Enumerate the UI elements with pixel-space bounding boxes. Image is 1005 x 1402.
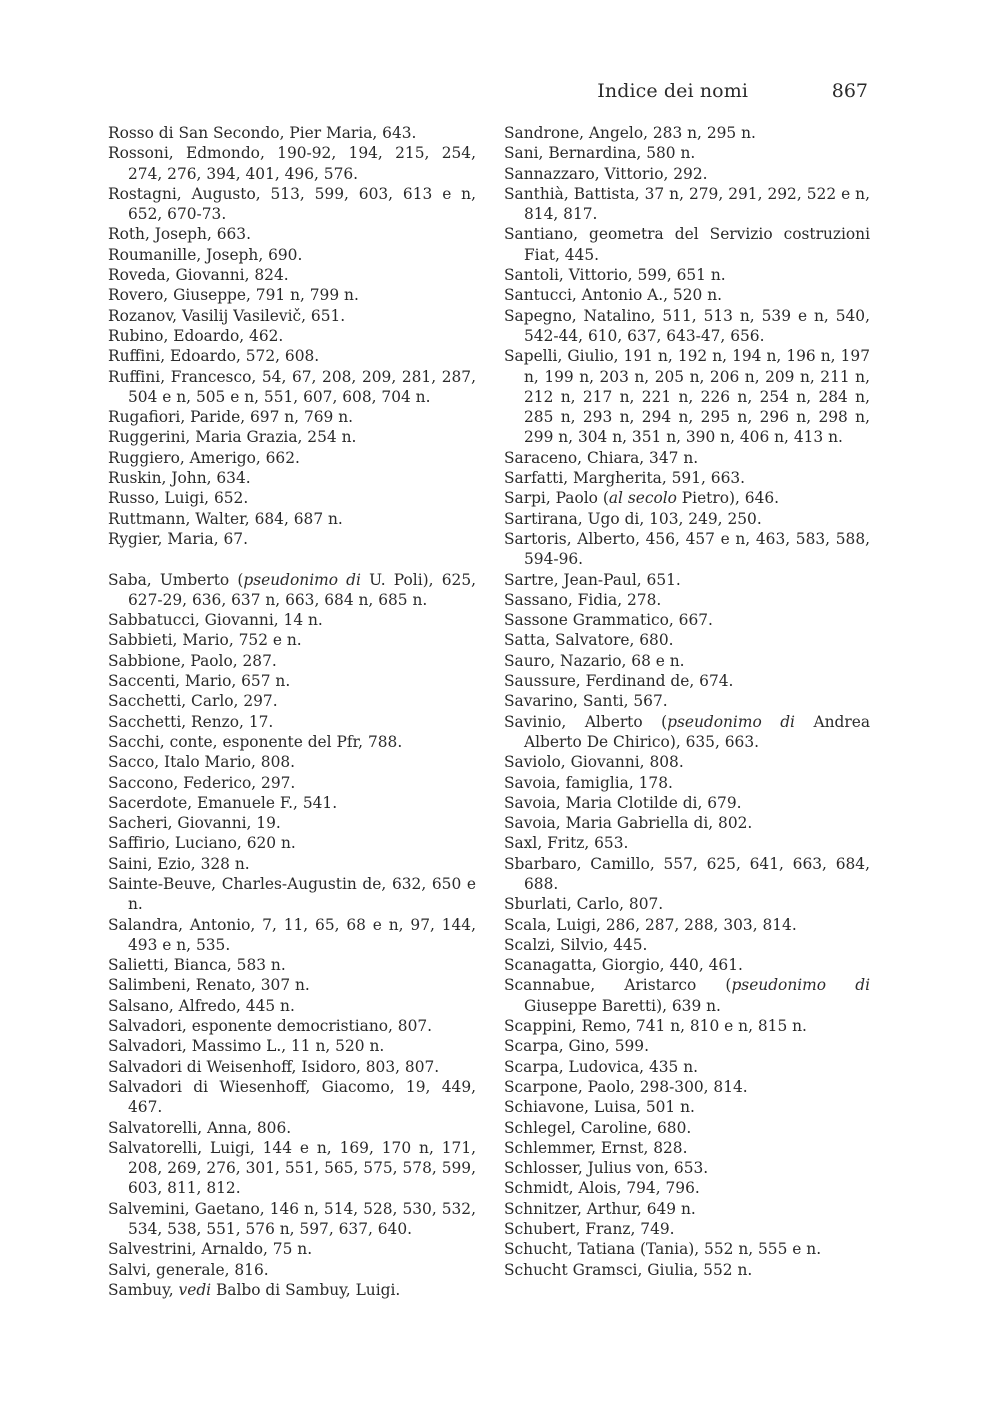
entry-text: Rovero, Giuseppe, 791 n, 799 n. [108, 286, 359, 305]
running-title: Indice dei nomi [597, 80, 748, 102]
entry-text: Scarpone, Paolo, 298-300, 814. [504, 1077, 748, 1096]
running-head [100, 80, 868, 106]
entry-text: Salimbeni, Renato, 307 n. [108, 976, 310, 995]
entry-text: Ruffini, Edoardo, 572, 608. [108, 347, 320, 366]
entry-text: Schlosser, Julius von, 653. [504, 1159, 709, 1178]
index-entry [504, 833, 870, 853]
index-entry [108, 773, 476, 793]
index-entry [108, 1118, 476, 1138]
entry-text: Sassano, Fidia, 278. [504, 590, 662, 609]
index-entry [108, 1199, 476, 1240]
index-entry [504, 529, 870, 570]
index-entry [504, 651, 870, 671]
entry-text: Russo, Luigi, 652. [108, 489, 249, 508]
entry-text: Savarino, Santi, 567. [504, 692, 668, 711]
index-entry [504, 123, 870, 143]
index-entry [108, 732, 476, 752]
entry-italic-note: pseudonimo di [243, 570, 361, 589]
index-entry [108, 367, 476, 408]
entry-text: Rostagni, Augusto, 513, 599, 603, 613 e n, 652, 670-73. [108, 184, 476, 224]
index-entry [108, 691, 476, 711]
entry-text: Saccono, Federico, 297. [108, 773, 296, 792]
entry-text: Sannazzaro, Vittorio, 292. [504, 164, 708, 183]
index-entry [504, 793, 870, 813]
entry-text: Scanagatta, Giorgio, 440, 461. [504, 956, 743, 975]
entry-text: Salvatorelli, Luigi, 144 e n, 169, 170 n, 171, 208, 269, 276, 301, 551, 565, 575, 578, 599, 603, 811, 812. [108, 1138, 476, 1198]
index-entry [108, 1016, 476, 1036]
entry-text: Sartre, Jean-Paul, 651. [504, 570, 681, 589]
index-entry [108, 326, 476, 346]
entry-text: Sarpi, Paolo ( [504, 489, 609, 508]
entry-text: Sandrone, Angelo, 283 n, 295 n. [504, 124, 756, 142]
entry-text: Schnitzer, Arthur, 649 n. [504, 1199, 696, 1218]
entry-text: Sarfatti, Margherita, 591, 663. [504, 469, 746, 488]
entry-text: Salvadori di Wiesenhoff, Giacomo, 19, 449, 467. [108, 1077, 476, 1117]
index-entry [108, 651, 476, 671]
index-entry [504, 610, 870, 630]
index-entry [504, 1057, 870, 1077]
index-entry [108, 123, 476, 143]
entry-text: Scannabue, Aristarco ( [504, 976, 732, 995]
index-entry [504, 854, 870, 895]
entry-text: Scalzi, Silvio, 445. [504, 935, 648, 954]
index-entry [504, 1260, 870, 1280]
entry-text: Saccenti, Mario, 657 n. [108, 672, 291, 691]
entry-text: Sacerdote, Emanuele F., 541. [108, 793, 338, 812]
entry-text: Sacco, Italo Mario, 808. [108, 753, 296, 772]
index-entry [108, 488, 476, 508]
index-entry [108, 793, 476, 813]
entry-text: Schlegel, Caroline, 680. [504, 1118, 692, 1137]
index-entry [108, 833, 476, 853]
entry-text: Santiano, geometra del Servizio costruzioni Fiat, 445. [504, 225, 870, 264]
entry-text: Schmidt, Alois, 794, 796. [504, 1179, 700, 1198]
index-entry [108, 630, 476, 650]
index-entry [504, 143, 870, 163]
entry-text: Sacchetti, Carlo, 297. [108, 692, 278, 711]
index-entry [504, 1138, 870, 1158]
index-entry [504, 955, 870, 975]
entry-text: Saussure, Ferdinand de, 674. [504, 672, 734, 691]
index-entry [108, 1239, 476, 1259]
index-entry [108, 346, 476, 366]
entry-italic-note: pseudonimo di [667, 712, 795, 731]
index-entry [504, 630, 870, 650]
entry-text: Roveda, Giovanni, 824. [108, 266, 289, 285]
entry-text: Sabbieti, Mario, 752 e n. [108, 631, 302, 650]
entry-text: Sambuy, [108, 1280, 179, 1299]
index-entry [504, 1036, 870, 1056]
entry-text: Savinio, Alberto ( [504, 712, 668, 731]
entry-text: Saba, Umberto ( [108, 570, 244, 589]
entry-text: Rozanov, Vasilij Vasilevič, 651. [108, 306, 346, 325]
section-gap [108, 549, 476, 569]
index-entry [504, 1077, 870, 1097]
index-entry [504, 1199, 870, 1219]
entry-text: Rosso di San Secondo, Pier Maria, 643. [108, 124, 417, 142]
index-entry [108, 509, 476, 529]
index-entry [108, 610, 476, 630]
entry-text: Salvestrini, Arnaldo, 75 n. [108, 1240, 313, 1259]
index-entry [108, 996, 476, 1016]
index-entry [504, 1158, 870, 1178]
entry-text: Sartoris, Alberto, 456, 457 e n, 463, 583, 588, 594-96. [504, 529, 870, 569]
index-entry [504, 184, 870, 225]
entry-text: Roumanille, Joseph, 690. [108, 245, 303, 264]
index-entry [108, 143, 476, 184]
entry-italic-note: al secolo [608, 489, 677, 508]
index-entry [108, 752, 476, 772]
entry-text: Savoia, Maria Gabriella di, 802. [504, 814, 753, 833]
entry-text: Rugafiori, Paride, 697 n, 769 n. [108, 408, 354, 427]
index-entry [108, 874, 476, 915]
entry-text: Schiavone, Luisa, 501 n. [504, 1098, 695, 1117]
entry-text: Ruffini, Francesco, 54, 67, 208, 209, 281, 287, 504 e n, 505 e n, 551, 607, 608, 704 n. [108, 367, 476, 406]
entry-text: Rossoni, Edmondo, 190-92, 194, 215, 254, 274, 276, 394, 401, 496, 576. [108, 144, 476, 183]
entry-text: Sartirana, Ugo di, 103, 249, 250. [504, 509, 762, 528]
entry-text: Salvatorelli, Anna, 806. [108, 1118, 292, 1137]
entry-text: Saffirio, Luciano, 620 n. [108, 834, 296, 853]
entry-text: Salsano, Alfredo, 445 n. [108, 996, 295, 1015]
index-entry [108, 570, 476, 611]
entry-text: Sbarbaro, Camillo, 557, 625, 641, 663, 684, 688. [504, 854, 870, 893]
entry-text: Sacchetti, Renzo, 17. [108, 712, 274, 731]
index-entry [504, 285, 870, 305]
entry-text: U. Poli), 625, 627-29, 636, 637 n, 663, 684 n, 685 n. [128, 570, 477, 609]
index-entry [504, 773, 870, 793]
index-entry [108, 1260, 476, 1280]
index-entry [504, 1239, 870, 1259]
entry-text: Santhià, Battista, 37 n, 279, 291, 292, 522 e n, 814, 817. [504, 184, 870, 224]
index-entry [504, 975, 870, 1016]
index-entry [504, 164, 870, 184]
entry-text: Andrea Alberto De Chirico), 635, 663. [524, 712, 870, 751]
entry-text: Rygier, Maria, 67. [108, 529, 248, 548]
index-entry [504, 1016, 870, 1036]
entry-text: Roth, Joseph, 663. [108, 225, 251, 244]
index-entry [108, 265, 476, 285]
index-entry [504, 448, 870, 468]
entry-italic-note: pseudonimo di [731, 976, 871, 995]
index-entry [108, 468, 476, 488]
entry-text: Ruggiero, Amerigo, 662. [108, 448, 300, 467]
entry-text: Salvemini, Gaetano, 146 n, 514, 528, 530, 532, 534, 538, 551, 576 n, 597, 637, 640. [108, 1199, 476, 1239]
entry-text: Ruskin, John, 634. [108, 469, 251, 488]
entry-text: Sainte-Beuve, Charles-Augustin de, 632, 650 e n. [108, 874, 476, 914]
index-entry [504, 306, 870, 347]
entry-text: Sabbione, Paolo, 287. [108, 651, 277, 670]
entry-text: Saviolo, Giovanni, 808. [504, 753, 684, 772]
index-entry [108, 407, 476, 427]
index-entry [504, 590, 870, 610]
index-entry [504, 1219, 870, 1239]
index-entry [108, 285, 476, 305]
entry-text: Ruttmann, Walter, 684, 687 n. [108, 509, 343, 528]
entry-text: Sauro, Nazario, 68 e n. [504, 651, 685, 670]
index-entry [108, 854, 476, 874]
entry-text: Scala, Luigi, 286, 287, 288, 303, 814. [504, 915, 797, 934]
index-entry [504, 712, 870, 753]
entry-text: Scappini, Remo, 741 n, 810 e n, 815 n. [504, 1017, 807, 1036]
entry-text: Rubino, Edoardo, 462. [108, 326, 284, 345]
index-entry [108, 955, 476, 975]
entry-text: Pietro), 646. [676, 489, 780, 508]
index-entry [108, 975, 476, 995]
index-entry [108, 1057, 476, 1077]
index-entry [504, 935, 870, 955]
index-entry [108, 712, 476, 732]
index-entry [108, 224, 476, 244]
index-entry [108, 529, 476, 549]
index-entry [504, 813, 870, 833]
entry-text: Schucht, Tatiana (Tania), 552 n, 555 e n. [504, 1240, 822, 1259]
index-entry [108, 915, 476, 956]
entry-text: Sacheri, Giovanni, 19. [108, 814, 281, 833]
entry-text: Sapelli, Giulio, 191 n, 192 n, 194 n, 196 n, 197 n, 199 n, 203 n, 205 n, 206 n, 209 n, 211 n, 212 n, 217 n, 221 n, 226 n, 254 n, 284 n, 285 n, 293 n, 294 n, 295 n, 296 n, 298 n, 299 n, 304 n, 351 n, 390 n, 406 n, 413 n. [504, 347, 870, 447]
entry-text: Balbo di Sambuy, Luigi. [211, 1280, 401, 1299]
index-column-right [504, 123, 870, 1280]
entry-text: Saraceno, Chiara, 347 n. [504, 448, 699, 467]
entry-text: Sani, Bernardina, 580 n. [504, 144, 696, 163]
entry-text: Santucci, Antonio A., 520 n. [504, 286, 723, 305]
entry-text: Sacchi, conte, esponente del Pfr, 788. [108, 732, 403, 751]
index-entry [108, 671, 476, 691]
entry-text: Salietti, Bianca, 583 n. [108, 956, 286, 975]
index-entry [504, 488, 870, 508]
entry-text: Sapegno, Natalino, 511, 513 n, 539 e n, 540, 542-44, 610, 637, 643-47, 656. [504, 306, 870, 345]
index-entry [504, 671, 870, 691]
index-entry [504, 1097, 870, 1117]
entry-text: Saxl, Fritz, 653. [504, 834, 629, 853]
entry-italic-note: vedi [178, 1280, 212, 1299]
entry-text: Salandra, Antonio, 7, 11, 65, 68 e n, 97, 144, 493 e n, 535. [108, 915, 476, 954]
index-entry [504, 265, 870, 285]
entry-text: Ruggerini, Maria Grazia, 254 n. [108, 428, 357, 447]
index-entry [504, 224, 870, 265]
index-entry [108, 427, 476, 447]
index-entry [504, 752, 870, 772]
index-entry [108, 1036, 476, 1056]
index-entry [504, 1178, 870, 1198]
entry-text: Schubert, Franz, 749. [504, 1220, 675, 1239]
entry-text: Scarpa, Gino, 599. [504, 1037, 649, 1056]
entry-text: Satta, Salvatore, 680. [504, 631, 674, 650]
index-entry [504, 1118, 870, 1138]
index-entry [108, 813, 476, 833]
entry-text: Giuseppe Baretti), 639 n. [524, 996, 721, 1015]
index-entry [108, 1077, 476, 1118]
entry-text: Sabbatucci, Giovanni, 14 n. [108, 611, 323, 630]
entry-text: Schlemmer, Ernst, 828. [504, 1138, 688, 1157]
index-entry [108, 448, 476, 468]
index-entry [504, 915, 870, 935]
entry-text: Scarpa, Ludovica, 435 n. [504, 1057, 699, 1076]
index-entry [108, 184, 476, 225]
index-entry [504, 894, 870, 914]
entry-text: Savoia, famiglia, 178. [504, 773, 673, 792]
index-entry [108, 1280, 476, 1300]
entry-text: Salvadori, Massimo L., 11 n, 520 n. [108, 1037, 385, 1056]
entry-text: Sassone Grammatico, 667. [504, 611, 713, 630]
index-entry [504, 570, 870, 590]
page-number: 867 [831, 80, 868, 102]
index-entry [108, 1138, 476, 1199]
index-entry [504, 691, 870, 711]
entry-text: Salvadori di Weisenhoff, Isidoro, 803, 807. [108, 1057, 440, 1076]
index-entry [504, 509, 870, 529]
index-entry [504, 468, 870, 488]
entry-text: Salvadori, esponente democristiano, 807. [108, 1017, 433, 1036]
index-entry [108, 306, 476, 326]
entry-text: Savoia, Maria Clotilde di, 679. [504, 793, 742, 812]
index-column-left [108, 123, 476, 1300]
entry-text: Salvi, generale, 816. [108, 1260, 269, 1279]
entry-text: Saini, Ezio, 328 n. [108, 854, 250, 873]
entry-text: Schucht Gramsci, Giulia, 552 n. [504, 1260, 753, 1279]
index-entry [504, 346, 870, 447]
entry-text: Santoli, Vittorio, 599, 651 n. [504, 266, 726, 285]
entry-text: Sburlati, Carlo, 807. [504, 895, 664, 914]
index-entry [108, 245, 476, 265]
